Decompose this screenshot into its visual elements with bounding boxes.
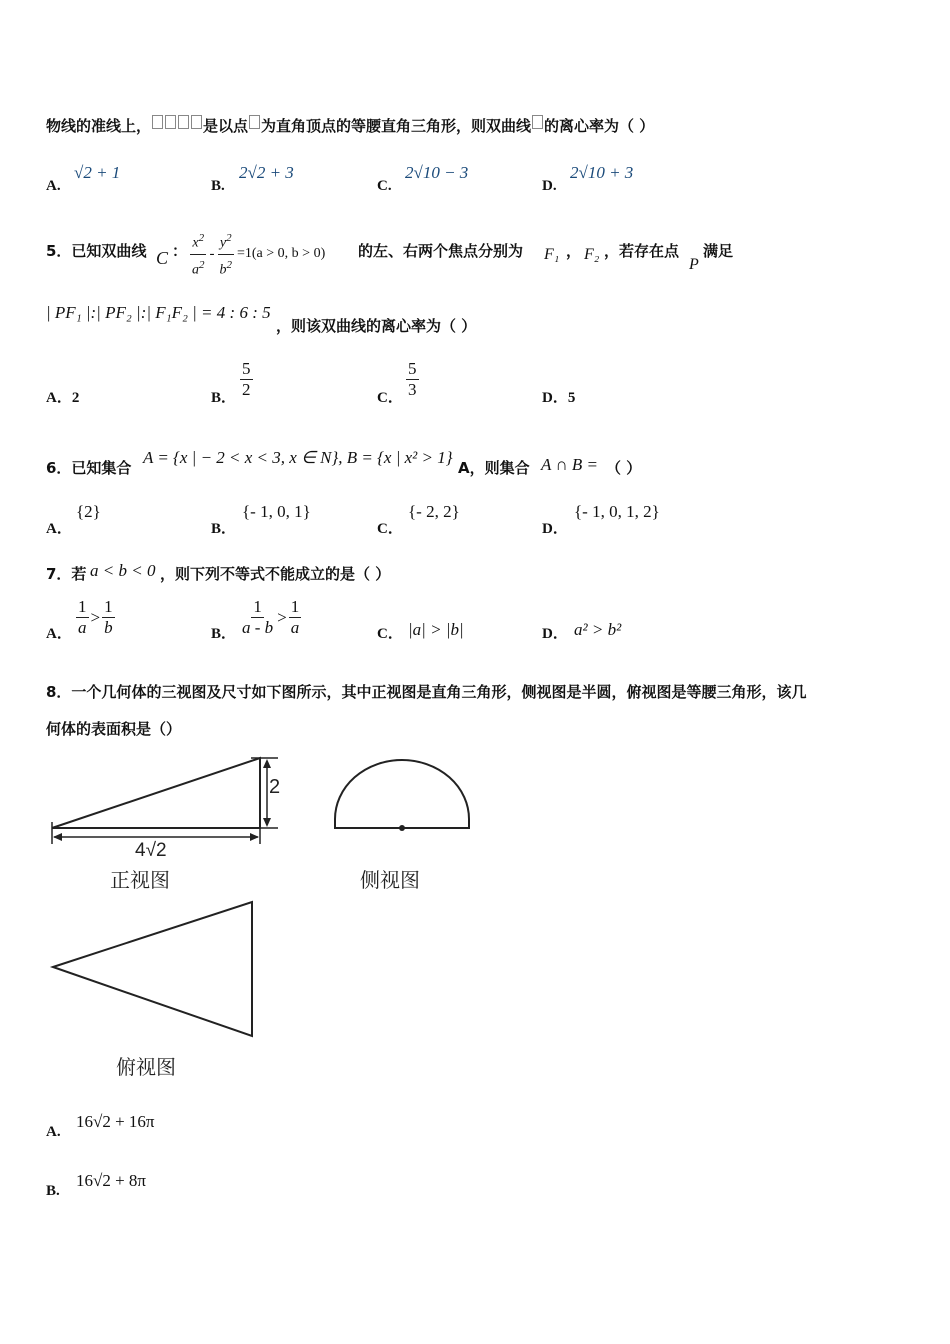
q5-colon: ： bbox=[172, 242, 188, 260]
q6-option-d-value: {- 1, 0, 1, 2} bbox=[574, 502, 660, 521]
q5-stem-c: ，若存在点 bbox=[604, 242, 680, 260]
q5-comma: ， bbox=[566, 242, 582, 260]
q5-stem-b: 的左、右两个焦点分别为 bbox=[358, 242, 524, 260]
q8-option-b-label: B. bbox=[46, 1183, 60, 1199]
q5-option-b-fraction: $\frac{5}{2}$ bbox=[242, 359, 251, 399]
placeholder-box bbox=[191, 115, 202, 129]
q5-number: 5．已知双曲线 bbox=[46, 242, 147, 260]
q7-option-c-label: C． bbox=[377, 626, 403, 642]
front-view-figure bbox=[46, 752, 296, 897]
q7-option-d-label: D． bbox=[542, 626, 568, 642]
q5-point-p: P bbox=[689, 256, 699, 273]
q6-option-a-value: {2} bbox=[76, 502, 101, 521]
q6-option-d-label: D． bbox=[542, 521, 568, 537]
q8-option-b-value: 16√2 + 8π bbox=[76, 1171, 147, 1190]
front-view-width-label: 4√2 bbox=[135, 840, 167, 861]
q6-option-b-value: {- 1, 0, 1} bbox=[242, 502, 311, 521]
side-view-figure bbox=[332, 757, 472, 832]
placeholder-box bbox=[249, 115, 260, 129]
q6-option-a-label: A． bbox=[46, 521, 72, 537]
q7-option-a-value: $\frac{1}{a}$ > $\frac{1}{b}$ bbox=[78, 597, 113, 637]
placeholder-box bbox=[532, 115, 543, 129]
height-arrow-top bbox=[263, 759, 271, 768]
front-view-height-label: 2 bbox=[269, 776, 281, 798]
placeholder-box bbox=[165, 115, 176, 129]
q8-stem-line2: 何体的表面积是（） bbox=[46, 720, 182, 738]
q6-option-c-value: {- 2, 2} bbox=[408, 502, 460, 521]
front-view-caption: 正视图 bbox=[110, 868, 170, 892]
q6-option-b-label: B． bbox=[211, 521, 237, 537]
height-arrow-bottom bbox=[263, 818, 271, 827]
top-view-caption: 俯视图 bbox=[116, 1055, 176, 1079]
q5-option-d: D．5 bbox=[542, 390, 576, 406]
q7-stem-b: ，则下列不等式不能成立的是（ ） bbox=[160, 565, 391, 583]
q8-option-a-value: 16√2 + 16π bbox=[76, 1112, 155, 1131]
q4-option-b-value: 2√2 + 3 bbox=[239, 163, 294, 182]
q7-option-d-value: a² > b² bbox=[574, 620, 622, 639]
q5-ratio-condition: | PF₁ |:| PF₂ |:| F₁F₂ | = 4 : 6 : 5 bbox=[46, 303, 271, 322]
q5-option-a: A．2 bbox=[46, 390, 80, 406]
front-view-triangle bbox=[52, 758, 260, 828]
q5-option-b-label: B． bbox=[211, 390, 237, 406]
q4-stem: 物线的准线上， 是以点 为直角顶点的等腰直角三角形，则双曲线 的离心率为（ ） bbox=[46, 117, 655, 135]
q6-stem-c: （ ） bbox=[606, 459, 642, 477]
q4-option-d: D. bbox=[542, 178, 557, 194]
q4-option-a: A. bbox=[46, 178, 61, 194]
q7-option-a-label: A． bbox=[46, 626, 72, 642]
placeholder-box bbox=[178, 115, 189, 129]
q5-focus-2: F₂ bbox=[584, 246, 600, 263]
q8-option-a-label: A. bbox=[46, 1124, 61, 1140]
q5-option-c-fraction: $\frac{5}{3}$ bbox=[408, 359, 417, 399]
q4-option-c: C. bbox=[377, 178, 392, 194]
q4-option-c-value: 2√10 − 3 bbox=[405, 163, 469, 182]
q5-curve-name: C bbox=[156, 248, 169, 268]
top-view-triangle bbox=[53, 902, 252, 1036]
q8-stem-line1: 8．一个几何体的三视图及尺寸如下图所示，其中正视图是直角三角形，侧视图是半圆，俯视图是等腰三角形，该几 bbox=[46, 683, 807, 701]
q6-stem-b: A，则集合 bbox=[458, 459, 530, 477]
q7-number: 7．若 bbox=[46, 565, 87, 583]
q7-option-b-value: $\frac{1}{a - b}$ > $\frac{1}{a}$ bbox=[242, 597, 300, 637]
side-view-semicircle bbox=[335, 760, 469, 828]
q6-option-c-label: C． bbox=[377, 521, 403, 537]
q6-set-definitions: A = {x | − 2 < x < 3, x ∈ N}, B = {x | x² > 1} bbox=[143, 448, 453, 467]
q7-option-c-value: |a| > |b| bbox=[408, 620, 464, 639]
placeholder-box bbox=[152, 115, 163, 129]
width-arrow-right bbox=[250, 833, 259, 841]
q5-focus-1: F₁ bbox=[544, 246, 560, 263]
q5-option-c-label: C． bbox=[377, 390, 403, 406]
q5-stem-d: 满足 bbox=[703, 242, 734, 260]
q6-number: 6．已知集合 bbox=[46, 459, 132, 477]
top-view-figure bbox=[50, 900, 256, 1040]
side-view-center-dot bbox=[399, 825, 405, 831]
q5-hyperbola-equation: $\frac{x^2}{a^2}$ - $\frac{y^2}{b^2}$ =1(a > 0, b > 0) bbox=[190, 228, 325, 280]
q4-option-d-value: 2√10 + 3 bbox=[570, 163, 634, 182]
q7-condition: a < b < 0 bbox=[90, 561, 156, 580]
q7-option-b-label: B． bbox=[211, 626, 237, 642]
q4-option-a-value: √2 + 1 bbox=[74, 163, 121, 182]
side-view-caption: 侧视图 bbox=[360, 868, 420, 892]
width-arrow-left bbox=[53, 833, 62, 841]
q6-intersection: A ∩ B = bbox=[541, 455, 598, 474]
q4-option-b: B. bbox=[211, 178, 225, 194]
q5-stem-e: ，则该双曲线的离心率为（ ） bbox=[276, 317, 477, 335]
